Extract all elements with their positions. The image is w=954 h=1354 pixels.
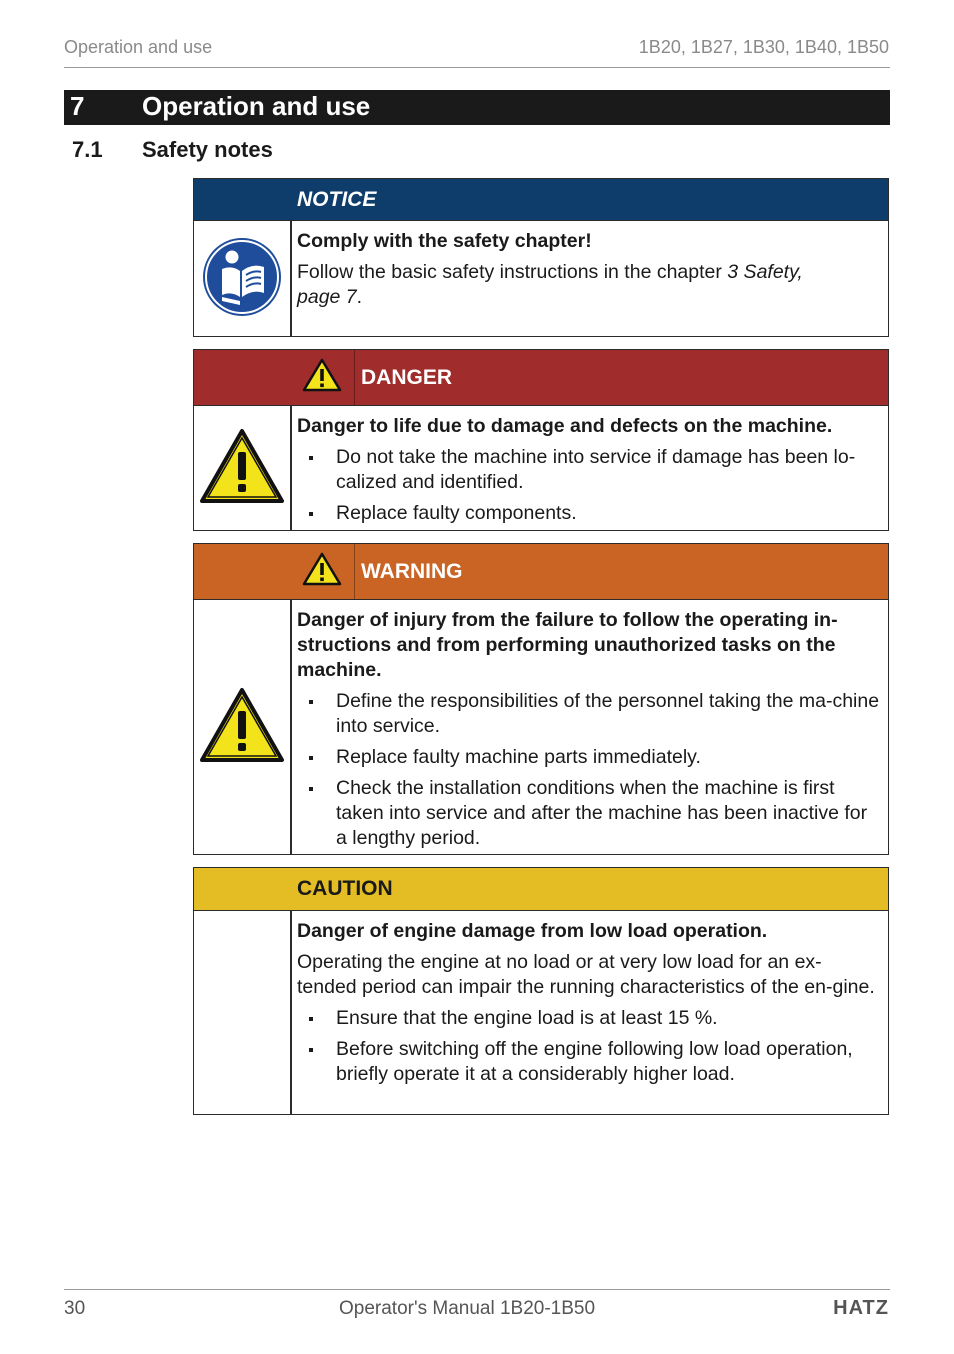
- list-item: Check the installation conditions when the machine is first taken into service and after the machine has been inactive for a lengthy period.: [297, 776, 880, 851]
- brand-logo: HATZ: [833, 1297, 889, 1319]
- running-header-models: 1B20, 1B27, 1B30, 1B40, 1B50: [638, 37, 889, 57]
- danger-symbol-cell: [290, 350, 355, 405]
- caution-box: [193, 867, 889, 1115]
- notice-box: [193, 178, 889, 337]
- danger-header: [194, 350, 888, 406]
- footer-manual-title: Operator's Manual 1B20-1B50: [339, 1298, 596, 1319]
- danger-text: [297, 406, 880, 526]
- warning-icon-cell: [194, 600, 292, 855]
- chapter-heading: [64, 90, 890, 125]
- warning-header: [194, 544, 888, 600]
- notice-text-before: Follow the basic safety instructions in the chapter: [297, 261, 728, 283]
- caution-paragraph: Operating the engine at no load or at very low load for an ex-tended period can impair the running characteristics of the en-gine.: [297, 951, 875, 998]
- danger-icon-cell: [194, 406, 292, 531]
- footer-divider: [64, 1289, 890, 1290]
- warning-symbol-cell: [290, 544, 355, 599]
- list-item: Do not take the machine into service if damage has been lo-calized and identified.: [297, 445, 880, 495]
- page-number: 30: [64, 1298, 86, 1319]
- caution-header: [194, 868, 888, 911]
- notice-paragraph: [297, 260, 880, 310]
- safety-chapter-reference: 3 Safety,: [727, 261, 803, 283]
- notice-label: NOTICE: [297, 187, 377, 211]
- caution-label: CAUTION: [297, 877, 393, 900]
- chapter-title: Operation and use: [142, 91, 371, 121]
- header-divider: [64, 67, 890, 68]
- warning-triangle-icon: [199, 428, 285, 509]
- notice-text: [297, 221, 880, 310]
- warning-triangle-icon: [199, 687, 285, 768]
- notice-header: [194, 179, 888, 221]
- read-manual-icon: [200, 235, 284, 324]
- warning-triangle-icon: [302, 552, 342, 592]
- danger-label: DANGER: [361, 365, 453, 389]
- warning-text: [297, 600, 880, 851]
- warning-list: [297, 689, 880, 851]
- list-item: Replace faulty components.: [297, 501, 880, 526]
- caution-heading: Danger of engine damage from low load operation.: [297, 920, 768, 942]
- list-item: Define the responsibilities of the personnel taking the ma-chine into service.: [297, 689, 880, 739]
- caution-list: [297, 1006, 880, 1087]
- section-title: Safety notes: [142, 137, 273, 162]
- list-item: Before switching off the engine following low load operation, briefly operate it at a considerably higher load.: [297, 1037, 880, 1087]
- section-number: 7.1: [72, 137, 103, 162]
- notice-heading: Comply with the safety chapter!: [297, 230, 592, 252]
- warning-triangle-icon: [302, 358, 342, 398]
- warning-body: [194, 600, 888, 855]
- danger-heading: Danger to life due to damage and defects on the machine.: [297, 415, 833, 437]
- notice-body: [194, 221, 888, 337]
- caution-icon-cell: [194, 911, 292, 1115]
- warning-box: [193, 543, 889, 855]
- danger-list: [297, 445, 880, 526]
- list-item: Ensure that the engine load is at least 15 %.: [297, 1006, 880, 1031]
- warning-heading: Danger of injury from the failure to follow the operating in-structions and from performing unauthorized tasks on the machine.: [297, 609, 838, 681]
- running-header-title: Operation and use: [64, 37, 213, 57]
- notice-text-after: .: [356, 286, 363, 308]
- danger-body: [194, 406, 888, 531]
- caution-body: [194, 911, 888, 1115]
- list-item: Replace faulty machine parts immediately.: [297, 745, 880, 770]
- danger-box: [193, 349, 889, 531]
- warning-label: WARNING: [361, 559, 463, 583]
- caution-text: [297, 911, 880, 1087]
- chapter-number: 7: [70, 91, 85, 121]
- notice-icon-cell: [194, 221, 292, 337]
- safety-page-reference: page 7: [297, 286, 357, 308]
